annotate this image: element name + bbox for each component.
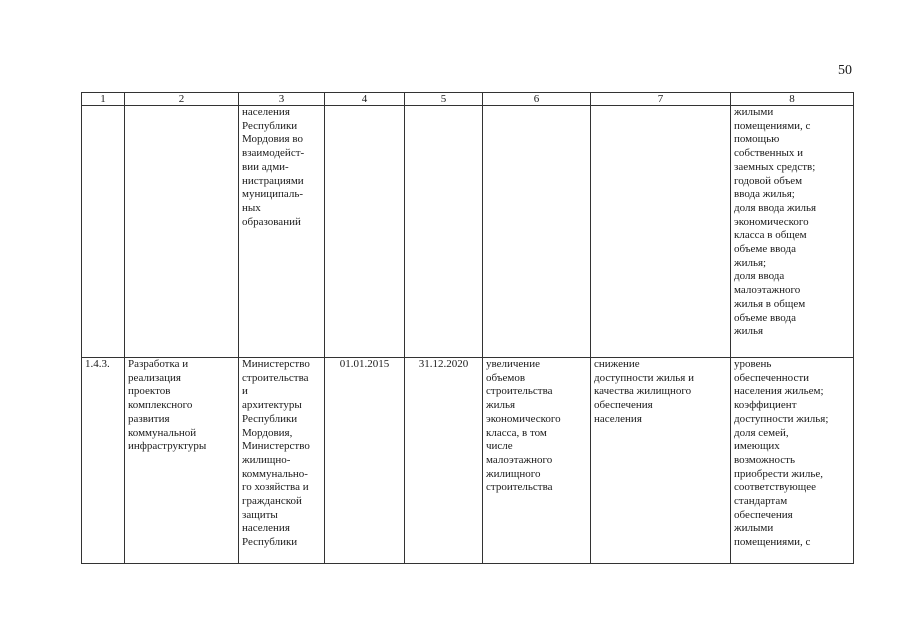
column-header: 6 (483, 93, 591, 106)
column-header: 3 (239, 93, 325, 106)
table-cell: увеличение объемов строительства жилья экономического класса, в том числе малоэтажного жилищного строительства (483, 358, 591, 564)
table-cell: населения Республики Мордовия во взаимодейст- вии адми- нистрациями муниципаль- ных образований (239, 106, 325, 358)
page-number: 50 (838, 63, 852, 78)
column-header: 4 (325, 93, 405, 106)
table-cell (82, 106, 125, 358)
table-cell (591, 106, 731, 358)
table-cell (483, 106, 591, 358)
table-row (82, 106, 854, 358)
table-cell: 31.12.2020 (405, 358, 483, 564)
column-header: 2 (125, 93, 239, 106)
table-header-row (82, 93, 854, 106)
table-cell: 01.01.2015 (325, 358, 405, 564)
table-cell: жилыми помещениями, с помощью собственных и заемных средств; годовой объем ввода жилья; доля ввода жилья экономического класса в общем объеме ввода жилья; доля ввода малоэтажного жилья в общем объеме ввода жилья (731, 106, 854, 358)
column-header: 1 (82, 93, 125, 106)
column-header: 7 (591, 93, 731, 106)
table-cell: Разработка и реализация проектов комплексного развития коммунальной инфраструктуры (125, 358, 239, 564)
table-cell: Министерство строительства и архитектуры Республики Мордовия, Министерство жилищно- коммунально- го хозяйства и гражданской защиты населения Республики (239, 358, 325, 564)
table-cell (125, 106, 239, 358)
table-cell: уровень обеспеченности населения жильем; коэффициент доступности жилья; доля семей, имеющих возможность приобрести жилье, соответствующее стандартам обеспечения жилыми помещениями, с (731, 358, 854, 564)
table-cell: снижение доступности жилья и качества жилищного обеспечения населения (591, 358, 731, 564)
column-header: 8 (731, 93, 854, 106)
table-cell (325, 106, 405, 358)
document-table (81, 92, 854, 564)
table-row (82, 358, 854, 564)
table-cell (405, 106, 483, 358)
column-header: 5 (405, 93, 483, 106)
table-cell: 1.4.3. (82, 358, 125, 564)
